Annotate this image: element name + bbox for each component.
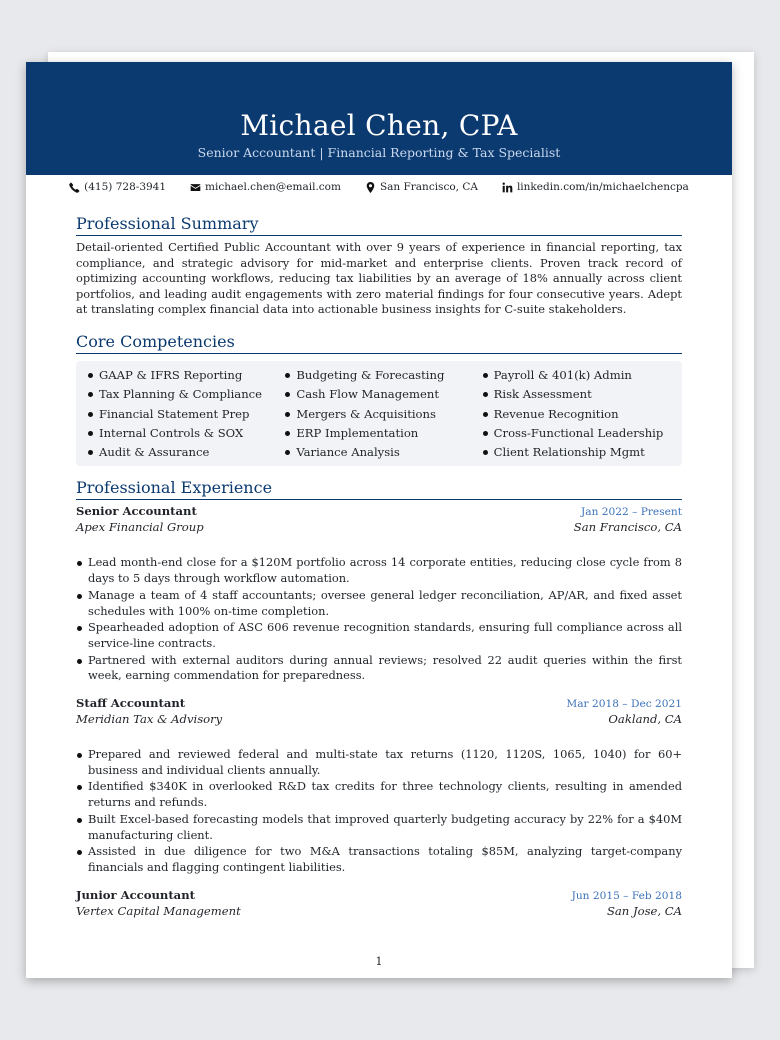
job-title: Junior Accountant <box>76 887 195 902</box>
job-location: San Jose, CA <box>606 903 682 918</box>
bullet-icon <box>483 431 488 436</box>
job-company: Vertex Capital Management <box>76 903 241 918</box>
job-location: San Francisco, CA <box>573 520 682 535</box>
candidate-tagline: Senior Accountant | Financial Reporting & Tax Specialist <box>197 145 561 160</box>
job-bullet: Manage a team of 4 staff accountants; oversee general ledger reconciliation, AP/AR, and fixed asset schedules with 100% on-time completion. <box>76 588 682 619</box>
linkedin-icon <box>502 182 513 193</box>
job-entry <box>76 887 682 919</box>
competency-item: ERP Implementation <box>285 424 472 443</box>
competency-item: Cash Flow Management <box>285 385 472 404</box>
bullet-icon <box>88 412 93 417</box>
bullet-icon <box>483 373 488 378</box>
bullet-icon <box>483 450 488 455</box>
job-entry <box>76 695 682 876</box>
envelope-icon <box>190 182 201 193</box>
competency-item: Mergers & Acquisitions <box>285 405 472 424</box>
competencies-heading: Core Competencies <box>76 332 682 354</box>
summary-heading: Professional Summary <box>76 214 682 236</box>
competencies-column <box>88 366 275 462</box>
bullet-icon <box>88 373 93 378</box>
contact-email[interactable]: michael.chen@email.com <box>190 181 341 193</box>
bullet-icon <box>88 431 93 436</box>
job-bullet: Lead month-end close for a $120M portfolio across 14 corporate entities, reducing close cycle from 8 days to 5 days through workflow automation. <box>76 555 682 586</box>
bullet-icon <box>88 392 93 397</box>
job-bullet: Partnered with external auditors during annual reviews; resolved 22 audit queries within the first week, earning commendation for preparedness. <box>76 653 682 684</box>
contact-linkedin[interactable]: linkedin.com/in/michaelchencpa <box>502 181 689 193</box>
competencies-column <box>483 366 670 462</box>
job-bullets <box>76 555 682 684</box>
contact-phone: (415) 728-3941 <box>69 181 166 193</box>
job-location: Oakland, CA <box>608 712 682 727</box>
job-dates: Jun 2015 – Feb 2018 <box>571 889 682 902</box>
competencies-column <box>285 366 472 462</box>
candidate-name: Michael Chen, CPA <box>240 109 518 142</box>
job-dates: Mar 2018 – Dec 2021 <box>566 698 682 711</box>
bullet-icon <box>483 412 488 417</box>
competencies-grid <box>76 361 682 466</box>
job-bullet: Assisted in due diligence for two M&A transactions totaling $85M, analyzing target-company financials and flagging contingent liabilities. <box>76 844 682 875</box>
competency-item: GAAP & IFRS Reporting <box>88 366 275 385</box>
job-title: Staff Accountant <box>76 696 186 711</box>
bullet-icon <box>285 373 290 378</box>
competency-item: Tax Planning & Compliance <box>88 385 275 404</box>
summary-text: Detail-oriented Certified Public Accountant with over 9 years of experience in financial reporting, tax compliance, and strategic advisory for mid-market and enterprise clients. Proven track record of optimizing accounting workflows, reducing tax liabilities by an average of 18% annually across client portfolios, and leading audit engagements with zero material findings for four consecutive years. Adept at translating complex financial data into actionable business insights for C-suite stakeholders. <box>76 240 682 317</box>
competency-item: Risk Assessment <box>483 385 670 404</box>
job-company: Meridian Tax & Advisory <box>76 712 223 727</box>
competency-item: Revenue Recognition <box>483 405 670 424</box>
job-bullet: Spearheaded adoption of ASC 606 revenue recognition standards, ensuring full compliance across all service-line contracts. <box>76 620 682 651</box>
job-bullet: Prepared and reviewed federal and multi-state tax returns (1120, 1120S, 1065, 1040) for 60+ business and individual clients annually. <box>76 747 682 778</box>
competency-item: Budgeting & Forecasting <box>285 366 472 385</box>
competency-item: Audit & Assurance <box>88 443 275 462</box>
resume-page <box>26 62 732 978</box>
competency-item: Client Relationship Mgmt <box>483 443 670 462</box>
job-company: Apex Financial Group <box>76 520 204 535</box>
bullet-icon <box>285 392 290 397</box>
contact-bar <box>26 175 732 194</box>
competency-item: Financial Statement Prep <box>88 405 275 424</box>
bullet-icon <box>483 392 488 397</box>
job-dates: Jan 2022 – Present <box>581 506 682 519</box>
map-pin-icon <box>365 182 376 193</box>
bullet-icon <box>285 450 290 455</box>
competency-item: Variance Analysis <box>285 443 472 462</box>
resume-content <box>26 214 732 919</box>
phone-icon <box>69 182 80 193</box>
resume-header <box>26 62 732 175</box>
job-title: Senior Accountant <box>76 504 197 519</box>
competency-item: Cross-Functional Leadership <box>483 424 670 443</box>
bullet-icon <box>88 450 93 455</box>
job-bullet: Built Excel-based forecasting models that improved quarterly budgeting accuracy by 22% for a $40M manufacturing client. <box>76 812 682 843</box>
bullet-icon <box>285 412 290 417</box>
competency-item: Payroll & 401(k) Admin <box>483 366 670 385</box>
bullet-icon <box>285 431 290 436</box>
competency-item: Internal Controls & SOX <box>88 424 275 443</box>
page-number: 1 <box>375 955 383 968</box>
job-bullet: Identified $340K in overlooked R&D tax credits for three technology clients, resulting in amended returns and refunds. <box>76 779 682 810</box>
experience-heading: Professional Experience <box>76 478 682 500</box>
job-entry <box>76 503 682 684</box>
job-bullets <box>76 747 682 876</box>
contact-location: San Francisco, CA <box>365 181 478 193</box>
